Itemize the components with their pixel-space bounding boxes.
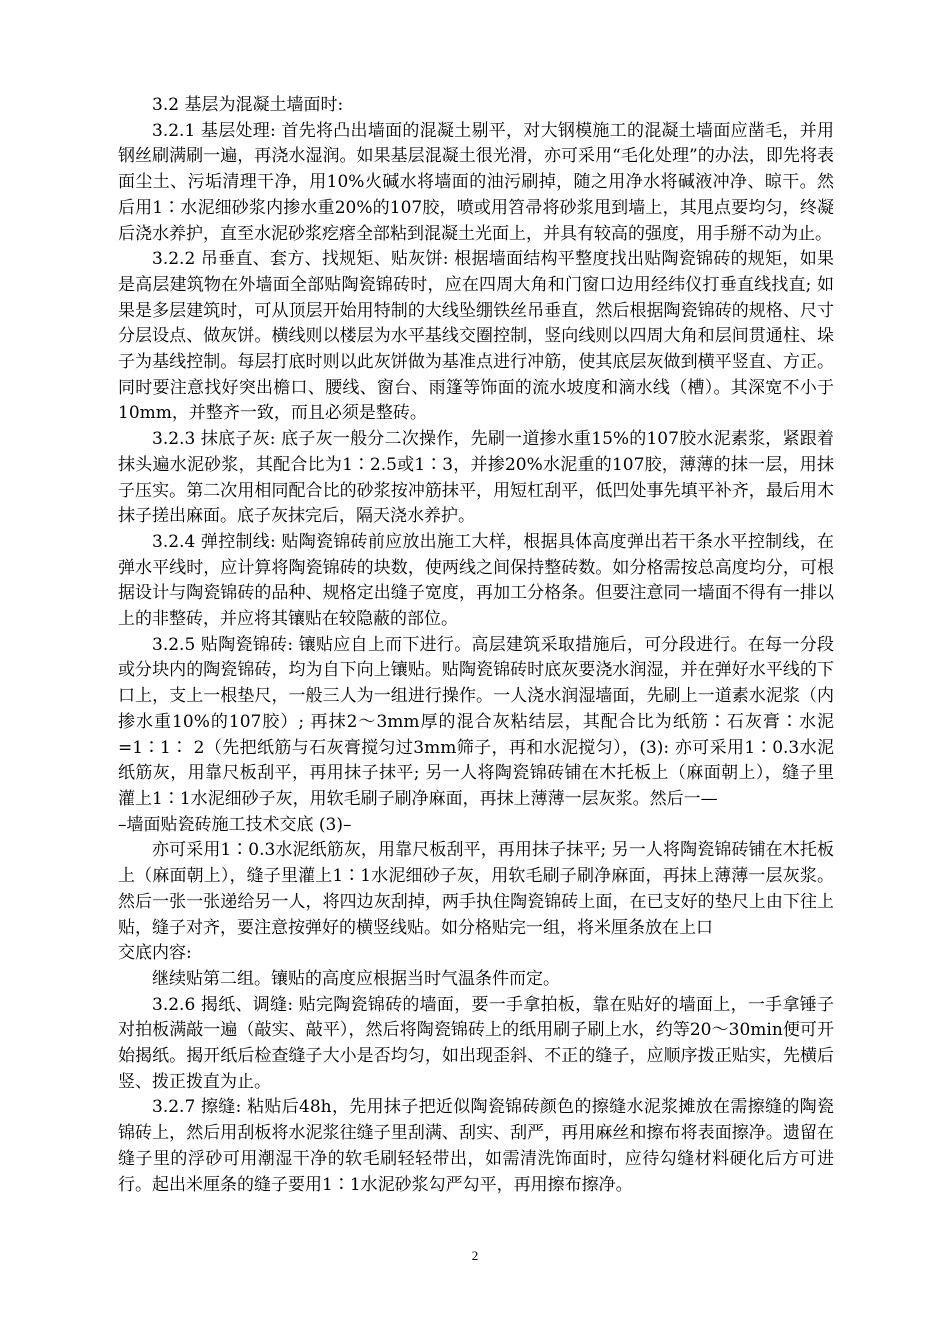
paragraph-3-2-7: 3.2.7 擦缝: 粘贴后48h，先用抹子把近似陶瓷锦砖颜色的擦缝水泥浆摊放在需擦缝的陶瓷锦砖上，然后用刮板将水泥浆往缝子里刮满、刮实、刮严，再用麻丝和擦布将表面擦净。遗留在缝子里的浮砂可用潮湿干净的软毛刷轻轻带出，如需清洗饰面时，应待勾缝材料硬化后方可进行。起出米厘条的缝子要用1∶1水泥砂浆勾严勾平，再用擦布擦净。 <box>118 1097 834 1195</box>
paragraph-second-group: 继续贴第二组。镶贴的高度应根据当时气温条件而定。 <box>152 968 560 989</box>
paragraph-3-2-4: 3.2.4 弹控制线: 贴陶瓷锦砖前应放出施工大样，根据具体高度弹出若干条水平控制线，在弹水平线时，应计算将陶瓷锦砖的块数，使两线之间保持整砖数。如分格需按总高度均分，可根据设计与陶瓷锦砖的品种、规格定出缝子宽度，再加工分格条。但要注意同一墙面不得有一排以上的非整砖，并应将其镶贴在较隐蔽的部位。 <box>118 531 834 630</box>
paragraph-3-2-5: 3.2.5 贴陶瓷锦砖: 镶贴应自上而下进行。高层建筑采取措施后，可分段进行。在每一分段或分块内的陶瓷锦砖，均为自下向上镶贴。贴陶瓷锦砖时底灰要浇水润湿，并在弹好水平线的下口上，支上一根垫尺，一般三人为一组进行操作。一人浇水润湿墙面，先刷上一道素水泥浆（内掺水重10%的107胶）; 再抹2～3mm厚的混合灰粘结层，其配合比为纸筋∶石灰膏∶水泥=1∶1∶ 2（先把纸筋与石灰膏搅匀过3mm筛子，再和水泥搅匀），(3): 亦可采用1∶0.3水泥纸筋灰，用靠尺板刮平，再用抹子抹平; 另一人将陶瓷锦砖铺在木托板上（麻面朝上），缝子里灌上1∶1水泥细砂子灰，用软毛刷子刷净麻面，再抹上薄薄一层灰浆。然后一— <box>118 634 834 809</box>
paragraph-3-2-2: 3.2.2 吊垂直、套方、找规矩、贴灰饼: 根据墙面结构平整度找出贴陶瓷锦砖的规矩，如果是高层建筑物在外墙面全部贴陶瓷锦砖时，应在四周大角和门窗口边用经纬仪打垂直线找直; 如果是多层建筑时，可从顶层开始用特制的大线坠绷铁丝吊垂直，然后根据陶瓷锦砖的规格、尺寸分层设点、做灰饼。横线则以楼层为水平基线交圈控制，竖向线则以四周大角和层间贯通柱、垛子为基线控制。每层打底时则以此灰饼做为基准点进行冲筋，使其底层灰做到横平竖直、方正。同时要注意找好突出檐口、腰线、窗台、雨篷等饰面的流水坡度和滴水线（槽）。其深宽不小于10mm，并整齐一致，而且必须是整砖。 <box>118 249 834 424</box>
paragraph-continued: 亦可采用1∶0.3水泥纸筋灰，用靠尺板刮平，再用抹子抹平; 另一人将陶瓷锦砖铺在木托板上（麻面朝上），缝子里灌上1∶1水泥细砂子灰，用软毛刷子刷净麻面，再抹上薄薄一层灰浆。然后一张一张递给另一人，将四边灰刮掉，两手执住陶瓷锦砖上面，在已支好的垫尺上由下往上贴，缝子对齐，要注意按弹好的横竖线贴。如分格贴完一组，将米厘条放在上口 <box>118 840 834 938</box>
section-heading: –墙面贴瓷砖施工技术交底 (3)– <box>118 814 352 835</box>
paragraph-3-2-6: 3.2.6 揭纸、调缝: 贴完陶瓷锦砖的墙面，要一手拿拍板，靠在贴好的墙面上，一手拿锤子对拍板满敲一遍（敲实、敲平），然后将陶瓷锦砖上的纸用刷子刷上水，约等20～30min便可开始揭纸。揭开纸后检查缝子大小是否均匀，如出现歪斜、不正的缝子，应顺序拨正贴实，先横后竖、拨正拨直为止。 <box>118 994 834 1092</box>
disclosure-label: 交底内容: <box>118 943 192 964</box>
paragraph-3-2-3: 3.2.3 抹底子灰: 底子灰一般分二次操作，先刷一道掺水重15%的107胶水泥素浆，紧跟着抹头遍水泥砂浆，其配合比为1∶2.5或1∶3，并掺20%水泥重的107胶，薄薄的抹一层，用抹子压实。第二次用相同配合比的砂浆按冲筋抹平，用短杠刮平，低凹处事先填平补齐，最后用木抹子搓出麻面。底子灰抹完后，隔天浇水养护。 <box>118 429 834 527</box>
document-body <box>118 93 834 1198</box>
page-number: 2 <box>471 1248 479 1263</box>
paragraph-3-2-1: 3.2.1 基层处理: 首先将凸出墙面的混凝土剔平，对大钢模施工的混凝土墙面应凿毛，并用钢丝刷满刷一遍，再浇水湿润。如果基层混凝土很光滑，亦可采用“毛化处理”的办法，即先将表面尘土、污垢清理干净，用10%火碱水将墙面的油污刷掉，随之用净水将碱液冲净、晾干。然后用1∶水泥细砂浆内掺水重20%的107胶，喷或用笤帚将砂浆甩到墙上，其甩点要均匀，终凝后浇水养护，直至水泥砂浆疙瘩全部粘到混凝土光面上，并具有较高的强度，用手掰不动为止。 <box>118 120 834 244</box>
paragraph-3-2: 3.2 基层为混凝土墙面时: <box>152 95 344 115</box>
